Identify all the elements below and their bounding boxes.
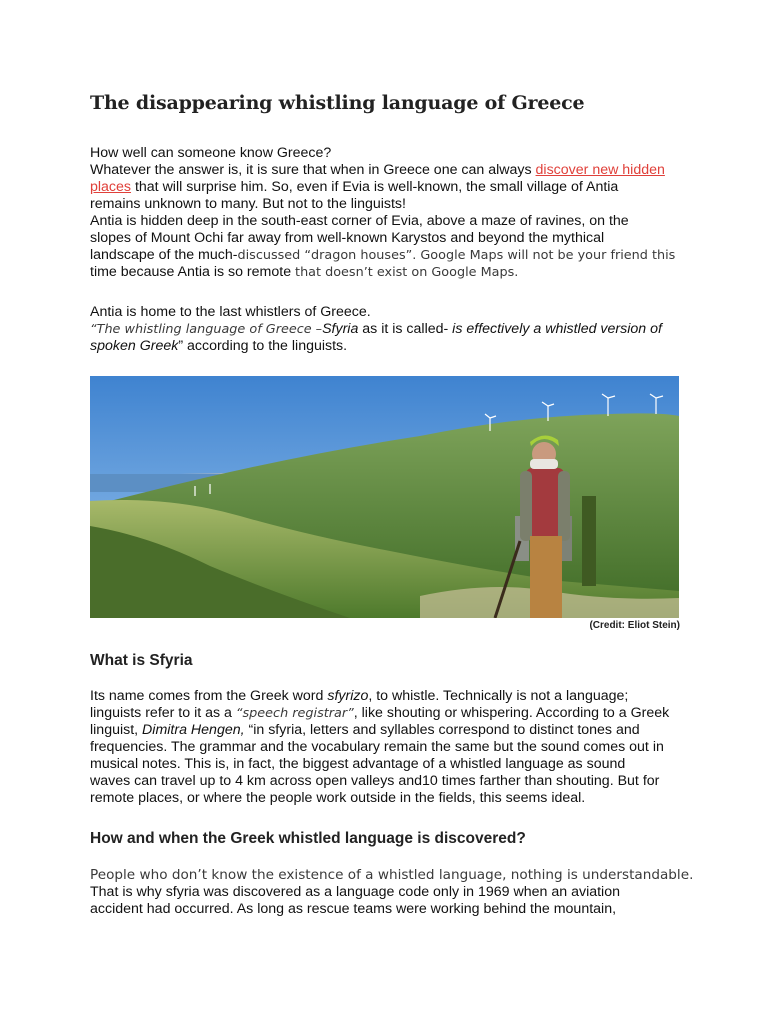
whistlers-line: Antia is home to the last whistlers of Greece.	[90, 304, 371, 320]
intro-line: slopes of Mount Ochi far away from well-known Karystos and beyond the mythical	[90, 230, 605, 246]
intro-line: Antia is hidden deep in the south-east corner of Evia, above a maze of ravines, on the	[90, 213, 629, 229]
whistlers-paragraph	[90, 304, 682, 355]
places-link[interactable]: places	[90, 179, 132, 195]
intro-line: time because Antia is so remote that doesn’t exist on Google Maps.	[90, 264, 519, 280]
intro-line: remains unknown to many. But not to the linguists!	[90, 196, 406, 212]
landscape-photo	[90, 376, 679, 618]
section-heading-what-is-sfyria: What is Sfyria	[90, 652, 193, 669]
sfyria-line: Its name comes from the Greek word sfyrizo, to whistle. Technically is not a language;	[90, 688, 629, 704]
discovery-line: That is why sfyria was discovered as a language code only in 1969 when an aviation	[90, 884, 620, 900]
sfyria-line: linguists refer to it as a “speech registrar”, like shouting or whispering. According to a Greek	[90, 705, 670, 721]
intro-line: places that will surprise him. So, even if Evia is well-known, the small village of Antia	[90, 179, 619, 195]
discover-link[interactable]: discover new hidden	[535, 162, 665, 178]
intro-line: landscape of the much-discussed “dragon houses”. Google Maps will not be your friend this	[90, 247, 676, 263]
sfyria-line: remote places, or where the people work outside in the fields, this seems ideal.	[90, 790, 586, 806]
sfyria-line: musical notes. This is, in fact, the biggest advantage of a whistled language as sound	[90, 756, 626, 772]
discovery-line: accident had occurred. As long as rescue teams were working behind the mountain,	[90, 901, 617, 917]
whistlers-line: spoken Greek” according to the linguists.	[90, 338, 348, 354]
article-title: The disappearing whistling language of Greece	[90, 92, 585, 114]
sfyria-line: waves can travel up to 4 km across open valleys and10 times farther than shouting. But for	[90, 773, 660, 789]
whistlers-line: “The whistling language of Greece –Sfyria as it is called- is effectively a whistled version of	[90, 321, 662, 337]
sfyria-paragraph	[90, 688, 682, 807]
intro-line: Whatever the answer is, it is sure that when in Greece one can always discover new hidden	[90, 162, 665, 178]
section-heading-discovery: How and when the Greek whistled language is discovered?	[90, 830, 526, 847]
image-caption: (Credit: Eliot Stein)	[589, 620, 680, 631]
intro-line: How well can someone know Greece?	[90, 145, 332, 161]
discovery-line: People who don’t know the existence of a whistled language, nothing is understandable.	[90, 867, 694, 883]
discovery-paragraph	[90, 867, 694, 918]
sfyria-line: linguist, Dimitra Hengen, “in sfyria, letters and syllables correspond to distinct tones and	[90, 722, 640, 738]
intro-paragraph	[90, 145, 682, 281]
sfyria-line: frequencies. The grammar and the vocabulary remain the same but the sound comes out in	[90, 739, 664, 755]
